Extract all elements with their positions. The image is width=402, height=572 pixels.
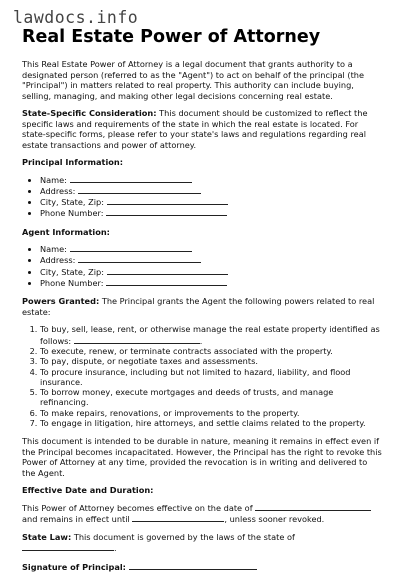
state-consideration-text: This document should be customized to reflect the specific laws and requirements of the state in which the real estate is located. For state-specific forms, please refer to your state's laws and regulations regarding real estate transactions and power of attorney. [22,108,368,150]
power-item: 7. To engage in litigation, hire attorneys, and settle claims related to the property. [40,418,382,428]
state-law-paragraph: State Law: This document is governed by the laws of the state of . [22,531,295,554]
principal-address-field: • Address: [40,185,382,196]
powers-text: The Principal grants the Agent the following powers related to real estate: [22,296,375,317]
power-item: 3. To pay, dispute, or negotiate taxes and assessments. [40,356,382,366]
document-body [22,59,382,572]
durable-paragraph: This document is intended to be durable in nature, meaning it remains in effect even if the Principal becomes incapacitated. However, the Principal has the right to revoke this Power of Attorney at any time, provided the revocation is in writing and delivered to the Agent. [22,436,382,478]
signature-line [22,561,382,572]
principal-name-blank[interactable] [70,174,192,183]
effective-date-blank[interactable] [255,502,371,511]
power-item: 4. To procure insurance, including but not limited to hazard, liability, and flood insurance. [40,367,382,388]
property-description-blank[interactable] [74,335,200,344]
effective-heading: Effective Date and Duration: [22,485,154,496]
agent-fields [22,243,382,288]
end-date-blank[interactable] [132,513,224,522]
state-consideration-paragraph [22,108,382,150]
signature-label: Signature of Principal: [22,561,126,572]
powers-list [22,324,382,428]
agent-city-field: • City, State, Zip: [40,266,382,277]
principal-heading: Principal Information: [22,157,123,167]
effective-paragraph: This Power of Attorney becomes effective on the date of and remains in effect until , unless sooner revoked. [22,502,382,525]
powers-label: Powers Granted: [22,296,100,307]
agent-name-field: • Name: [40,243,382,254]
document-title: Real Estate Power of Attorney [22,27,321,47]
power-item: 6. To make repairs, renovations, or improvements to the property. [40,408,382,418]
agent-phone-field: • Phone Number: [40,277,382,288]
principal-city-blank[interactable] [107,196,228,205]
state-blank[interactable] [22,542,114,551]
agent-heading: Agent Information: [22,226,110,237]
signature-blank[interactable] [129,561,257,570]
powers-paragraph [22,296,382,317]
principal-address-blank[interactable] [78,185,201,194]
principal-name-field: • Name: [40,174,382,185]
power-item: 5. To borrow money, execute mortgages and deeds of trusts, and manage refinancing. [40,387,382,408]
power-item: 2. To execute, renew, or terminate contracts associated with the property. [40,346,382,356]
principal-city-field: • City, State, Zip: [40,196,382,207]
agent-name-blank[interactable] [70,243,192,252]
agent-address-blank[interactable] [78,254,201,263]
state-consideration-label: State-Specific Consideration: [22,108,157,118]
state-law-label: State Law: [22,531,72,542]
principal-phone-blank[interactable] [106,207,227,216]
agent-address-field: • Address: [40,254,382,265]
site-watermark: lawdocs.info [13,8,139,27]
intro-paragraph: This Real Estate Power of Attorney is a legal document that grants authority to a designated person (referred to as the "Agent") to act on behalf of the principal (the "Principal") in matters related to real property. This authority can include buying, selling, managing, and making other legal decisions concerning real estate. [22,59,364,101]
agent-phone-blank[interactable] [106,277,227,286]
principal-phone-field: • Phone Number: [40,207,382,218]
principal-fields [22,174,382,219]
power-item: 1. To buy, sell, lease, rent, or otherwise manage the real estate property identified as follows: . [40,324,382,346]
agent-city-blank[interactable] [107,266,228,275]
